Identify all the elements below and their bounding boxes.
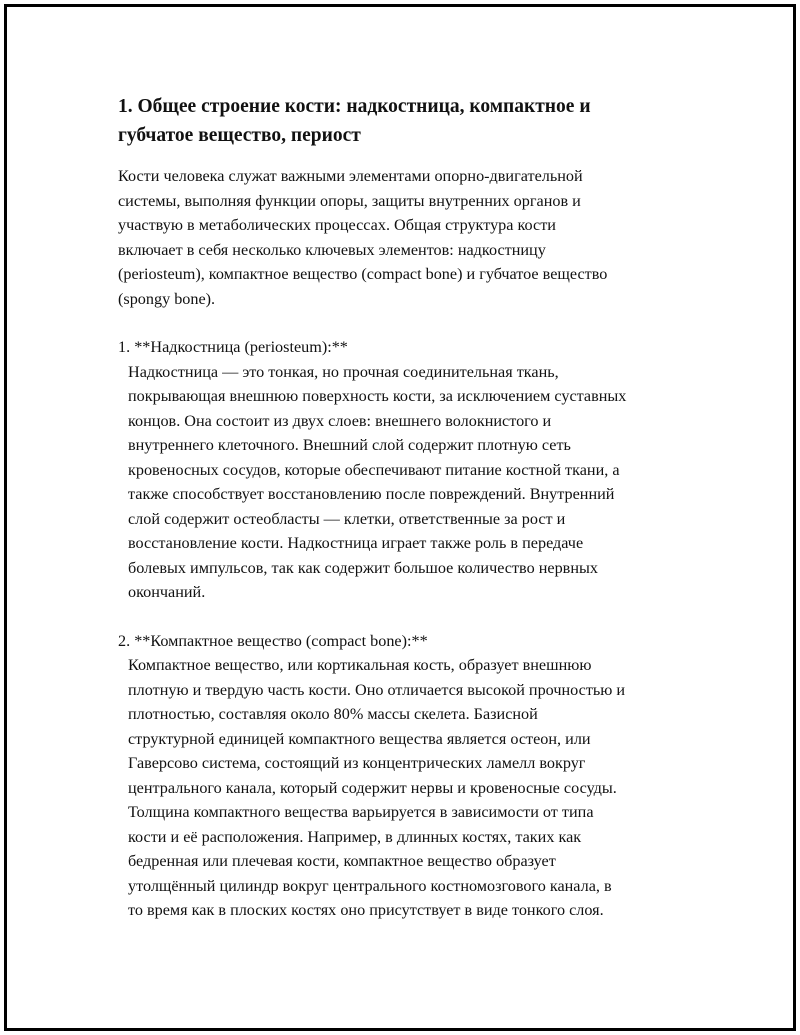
text-line: концов. Она состоит из двух слоев: внешнего волокнистого и: [128, 411, 552, 430]
text-line: болевых импульсов, так как содержит большое количество нервных: [128, 558, 598, 577]
text-line: (periosteum), компактное вещество (compact bone) и губчатое вещество: [118, 265, 608, 283]
text-line: кровеносных сосудов, которые обеспечивают питание костной ткани, а: [128, 460, 620, 479]
section-heading: [118, 92, 698, 150]
text-line: покрывающая внешнюю поверхность кости, за исключением суставных: [128, 387, 627, 405]
text-line: плотностью, составляя около 80% массы скелета. Базисной: [128, 705, 538, 723]
text-line: кости и её расположения. Например, в длинных костях, таких как: [128, 827, 582, 846]
document-body: [118, 92, 698, 923]
text-line: слой содержит остеобласты — клетки, ответственные за рост и: [128, 509, 566, 528]
intro-paragraph: [118, 164, 698, 311]
text-line: окончаний.: [128, 583, 206, 601]
item-title-text: 1. **Надкостница (periosteum):**: [118, 338, 348, 356]
text-line: центрального канала, который содержит нервы и кровеносные сосуды.: [128, 778, 617, 797]
text-line: Гаверсово система, состоящий из концентрических ламелл вокруг: [128, 754, 586, 772]
text-line: плотную и твердую часть кости. Оно отличается высокой прочностью и: [128, 680, 626, 699]
text-line: восстановление кости. Надкостница играет также роль в передаче: [128, 534, 584, 552]
item-title-text: 2. **Компактное вещество (compact bone):**: [118, 631, 428, 650]
text-line: внутреннего клеточного. Внешний слой содержит плотную сеть: [128, 436, 571, 454]
text-line: Кости человека служат важными элементами опорно-двигательной: [118, 167, 583, 185]
text-line: бедренная или плечевая кости, компактное вещество образует: [128, 852, 556, 870]
text-line: (spongy bone).: [118, 289, 216, 308]
heading-line: губчатое вещество, периост: [118, 125, 361, 146]
periosteum-item-title: [118, 335, 698, 360]
text-line: системы, выполняя функции опоры, защиты внутренних органов и: [118, 191, 581, 210]
text-line: Компактное вещество, или кортикальная кость, образует внешнюю: [128, 656, 592, 674]
periosteum-paragraph: [118, 360, 698, 605]
text-line: участвую в метаболических процессах. Общая структура кости: [118, 216, 556, 234]
compact-bone-item-title: [118, 629, 698, 654]
text-line: включает в себя несколько ключевых элементов: надкостницу: [118, 240, 546, 259]
text-line: Надкостница — это тонкая, но прочная соединительная ткань,: [128, 362, 559, 381]
text-line: также способствует восстановлению после повреждений. Внутренний: [128, 485, 615, 503]
text-line: Толщина компактного вещества варьируется в зависимости от типа: [128, 803, 594, 821]
heading-line: 1. Общее строение кости: надкостница, компактное и: [118, 96, 591, 117]
text-line: структурной единицей компактного вещества является остеон, или: [128, 729, 591, 748]
compact-bone-paragraph: [118, 653, 698, 923]
text-line: то время как в плоских костях оно присутствует в виде тонкого слоя.: [128, 901, 604, 919]
text-line: утолщённый цилиндр вокруг центрального костномозгового канала, в: [128, 876, 612, 895]
